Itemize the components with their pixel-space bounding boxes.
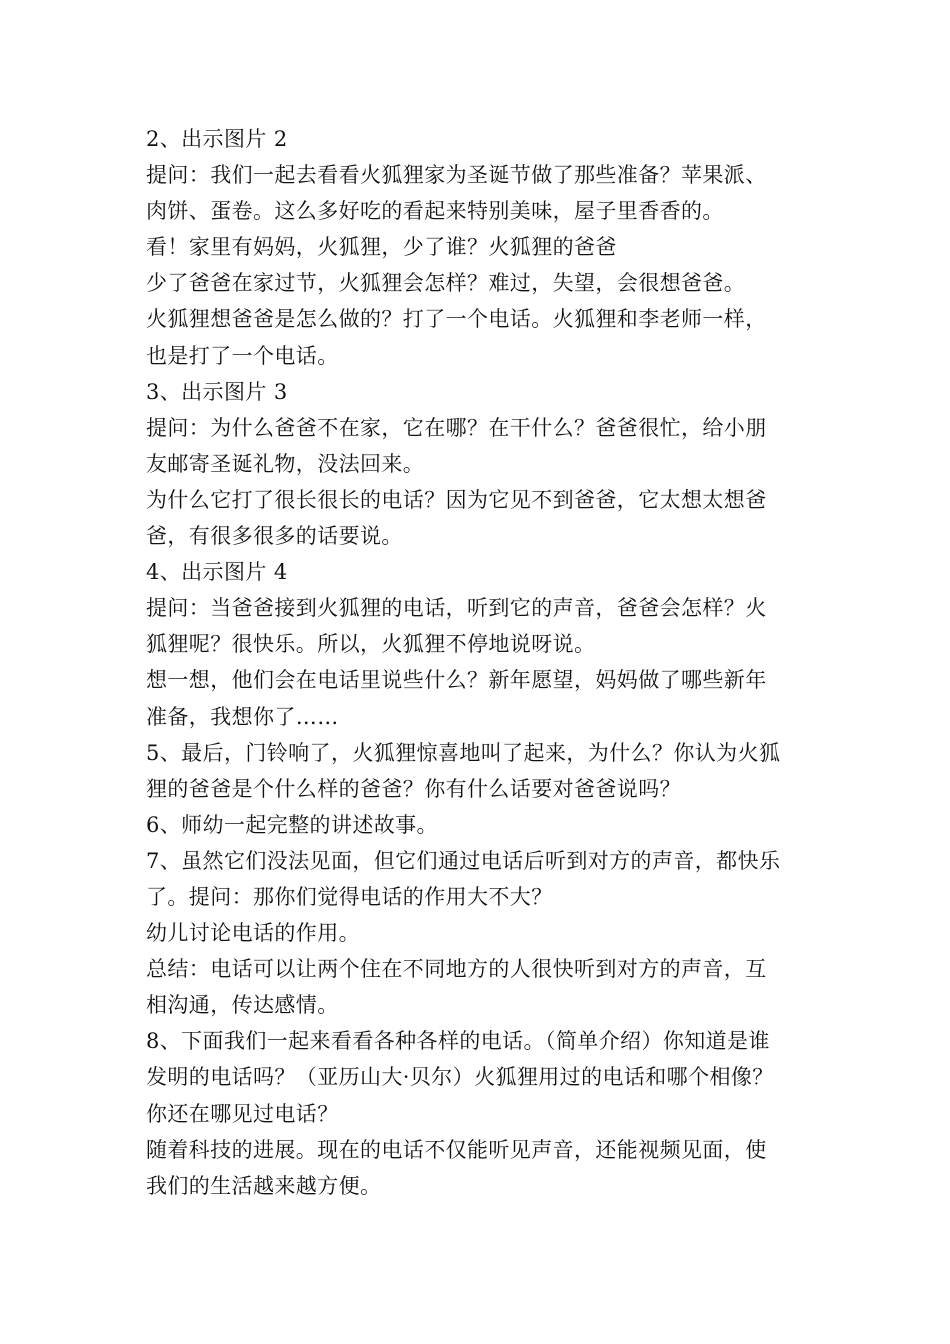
text-line: 狸的爸爸是个什么样的爸爸？你有什么话要对爸爸说吗？ (146, 776, 681, 801)
text-line: 随着科技的进展。现在的电话不仅能听见声音，还能视频见面，使 (146, 1137, 767, 1162)
text-line: 肉饼、蛋卷。这么多好吃的看起来特别美味，屋子里香香的。 (146, 199, 724, 224)
text-line: 我们的生活越来越方便。 (146, 1173, 382, 1198)
text-line: 看！家里有妈妈，火狐狸，少了谁？火狐狸的爸爸 (146, 235, 617, 260)
text-line: 为什么它打了很长很长的电话？因为它见不到爸爸，它太想太想爸 (146, 487, 767, 512)
text-line: 提问：为什么爸爸不在家，它在哪？在干什么？爸爸很忙，给小朋 (146, 415, 767, 440)
text-line: 总结：电话可以让两个住在不同地方的人很快听到对方的声音，互 (146, 957, 767, 982)
text-line: 狐狸呢？很快乐。所以，火狐狸不停地说呀说。 (146, 632, 596, 657)
text-line: 提问：当爸爸接到火狐狸的电话，听到它的声音，爸爸会怎样？火 (146, 596, 767, 621)
text-line: 火狐狸想爸爸是怎么做的？打了一个电话。火狐狸和李老师一样， (146, 307, 767, 332)
text-line: 4、出示图片 4 (146, 560, 288, 585)
text-line: 爸，有很多很多的话要说。 (146, 524, 403, 549)
text-line: 5、最后，门铃响了，火狐狸惊喜地叫了起来，为什么？你认为火狐 (146, 740, 781, 765)
text-line: 准备，我想你了…… (146, 704, 339, 729)
text-line: 了。提问：那你们觉得电话的作用大不大？ (146, 884, 553, 909)
text-line: 你还在哪见过电话？ (146, 1101, 339, 1126)
text-line: 提问：我们一起去看看火狐狸家为圣诞节做了那些准备？苹果派、 (146, 163, 767, 188)
text-line: 想一想，他们会在电话里说些什么？新年愿望，妈妈做了哪些新年 (146, 668, 767, 693)
text-line: 少了爸爸在家过节，火狐狸会怎样？难过，失望，会很想爸爸。 (146, 271, 746, 296)
text-line: 幼儿讨论电话的作用。 (146, 921, 360, 946)
text-line: 7、虽然它们没法见面，但它们通过电话后听到对方的声音，都快乐 (146, 848, 781, 873)
text-line: 发明的电话吗？（亚历山大·贝尔）火狐狸用过的电话和哪个相像？ (146, 1065, 774, 1090)
text-line: 2、出示图片 2 (146, 127, 288, 151)
text-line: 友邮寄圣诞礼物，没法回来。 (146, 451, 425, 476)
text-line: 8、下面我们一起来看看各种各样的电话。（简单介绍）你知道是谁 (146, 1029, 770, 1054)
text-line: 相沟通，传达感情。 (146, 993, 339, 1018)
document-body (146, 121, 818, 1204)
text-line: 3、出示图片 3 (146, 379, 288, 404)
text-line: 6、师幼一起完整的讲述故事。 (146, 812, 438, 837)
text-line: 也是打了一个电话。 (146, 343, 339, 368)
